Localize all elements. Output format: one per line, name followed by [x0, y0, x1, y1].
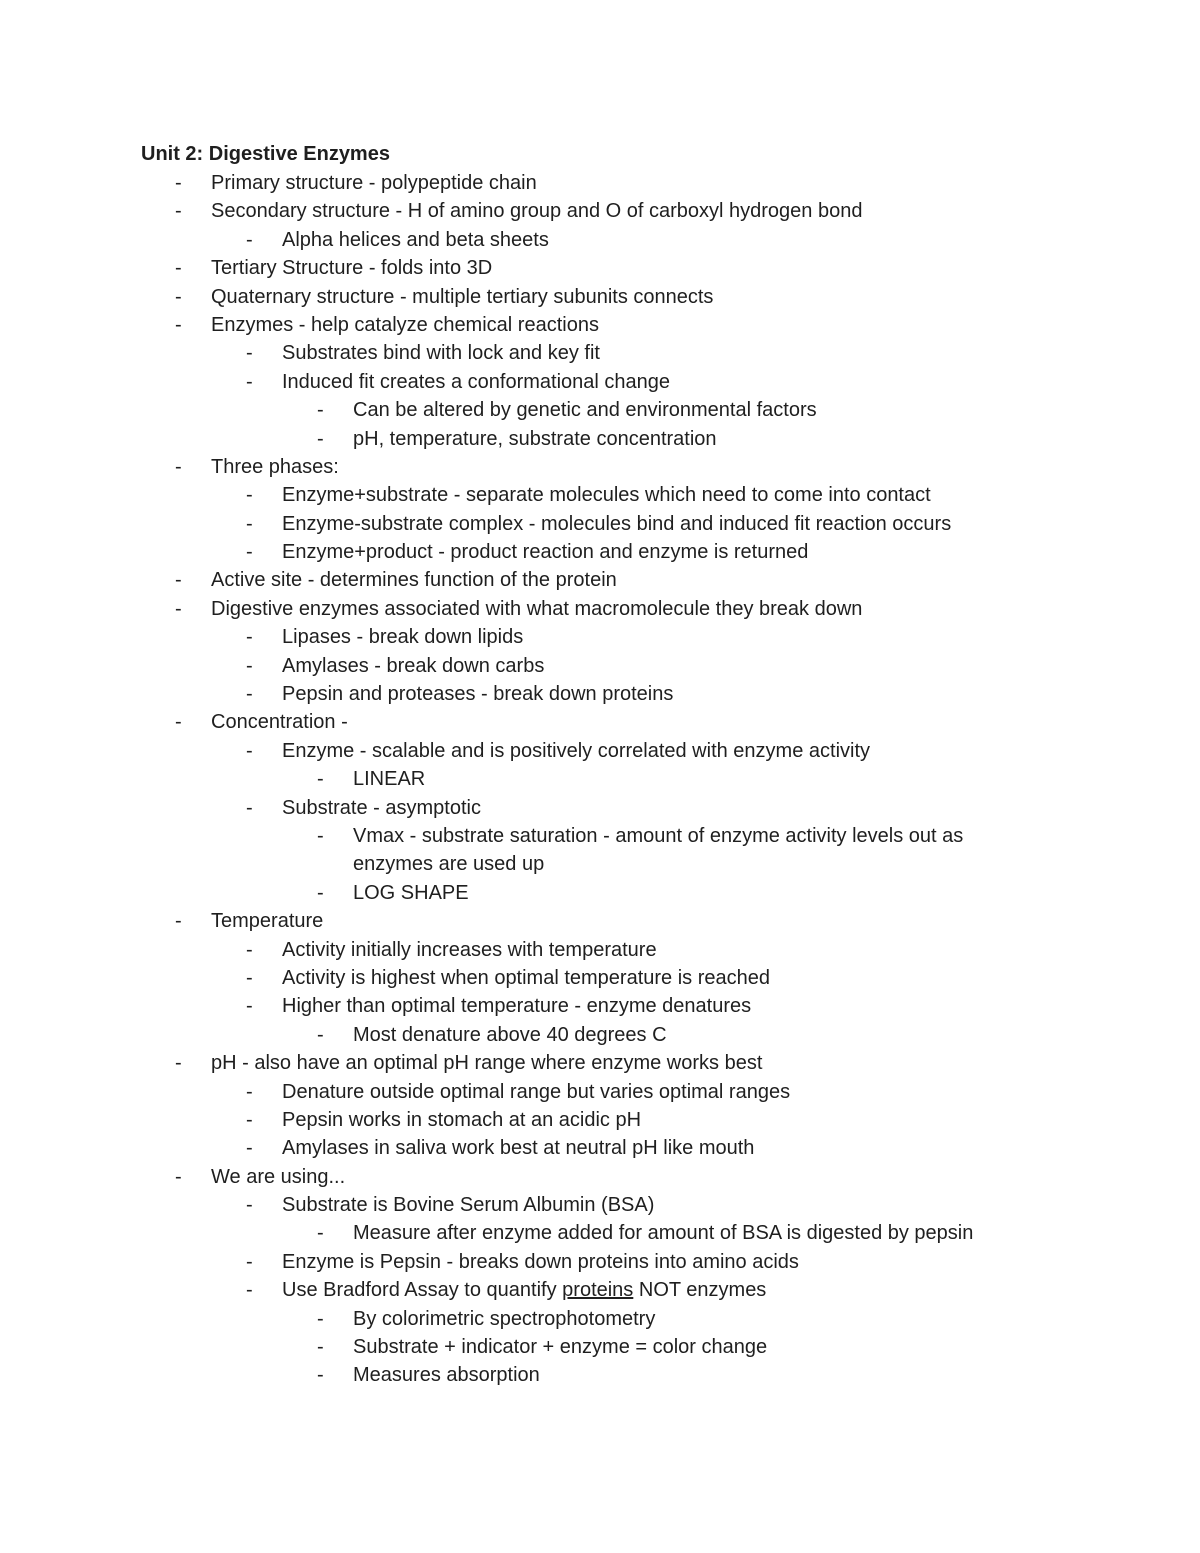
- list-item-text: Measures absorption: [353, 1364, 540, 1387]
- bullet-dash: -: [246, 1108, 253, 1131]
- list-item-text: Substrate is Bovine Serum Albumin (BSA): [282, 1194, 655, 1217]
- list-item-level-1: [0, 283, 1200, 311]
- list-item-level-3: [0, 879, 1200, 907]
- list-item-level-2: [0, 368, 1200, 396]
- list-item-level-3: [0, 396, 1200, 424]
- bullet-dash: -: [175, 569, 182, 592]
- list-item-text: Activity is highest when optimal temperature is reached: [282, 966, 771, 989]
- list-item-level-3: [0, 1219, 1200, 1247]
- list-item-text: Can be altered by genetic and environmental factors: [353, 399, 817, 422]
- list-item-level-2: [0, 652, 1200, 680]
- list-item-text: Lipases - break down lipids: [282, 626, 524, 649]
- list-item-level-2: [0, 737, 1200, 765]
- text-segment: NOT enzymes: [633, 1279, 767, 1302]
- list-item-text: Quaternary structure - multiple tertiary subunits connects: [211, 285, 714, 308]
- page-title: Unit 2: Digestive Enzymes: [141, 143, 390, 165]
- list-item-level-2: [0, 964, 1200, 992]
- bullet-dash: -: [246, 1080, 253, 1103]
- bullet-dash: -: [246, 1194, 253, 1217]
- bullet-list: [0, 169, 1200, 1390]
- bullet-dash: -: [246, 1250, 253, 1273]
- bullet-dash: -: [246, 995, 253, 1018]
- bullet-dash: -: [317, 427, 324, 450]
- list-item-level-2: [0, 992, 1200, 1020]
- bullet-dash: -: [246, 739, 253, 762]
- list-item-level-2: [0, 1078, 1200, 1106]
- list-item-text: Pepsin and proteases - break down proteins: [282, 683, 674, 706]
- list-item-text: Most denature above 40 degrees C: [353, 1023, 667, 1046]
- bullet-dash: -: [175, 313, 182, 336]
- bullet-dash: -: [317, 824, 324, 847]
- bullet-dash: -: [317, 1307, 324, 1330]
- list-item-level-1: [0, 1163, 1200, 1191]
- bullet-dash: -: [317, 1023, 324, 1046]
- list-item-level-2: [0, 936, 1200, 964]
- list-item-text: Substrate - asymptotic: [282, 796, 481, 819]
- list-item-text: Enzymes - help catalyze chemical reactions: [211, 313, 599, 336]
- bullet-dash: -: [246, 1279, 253, 1302]
- list-item-level-3: [0, 1361, 1200, 1389]
- list-item-level-1: [0, 254, 1200, 282]
- bullet-dash: -: [246, 370, 253, 393]
- list-item-text: Amylases in saliva work best at neutral pH like mouth: [282, 1137, 755, 1160]
- list-item-text: Higher than optimal temperature - enzyme denatures: [282, 995, 752, 1018]
- list-item-text: pH, temperature, substrate concentration: [353, 427, 717, 450]
- list-item-level-2: [0, 1134, 1200, 1162]
- bullet-dash: -: [175, 455, 182, 478]
- list-item-text: Temperature: [211, 910, 324, 933]
- list-item-text: LOG SHAPE: [353, 881, 469, 904]
- list-item-continuation: [0, 850, 1200, 878]
- list-item-text: enzymes are used up: [353, 853, 545, 876]
- list-item-level-1: [0, 708, 1200, 736]
- list-item-level-3: [0, 1305, 1200, 1333]
- list-item-text: Denature outside optimal range but varies optimal ranges: [282, 1080, 791, 1103]
- bullet-dash: -: [175, 1052, 182, 1075]
- bullet-dash: -: [175, 172, 182, 194]
- list-item-level-2: [0, 1106, 1200, 1134]
- bullet-dash: -: [246, 228, 253, 251]
- bullet-dash: -: [246, 654, 253, 677]
- bullet-dash: -: [175, 200, 182, 223]
- list-item-text: Digestive enzymes associated with what macromolecule they break down: [211, 597, 863, 620]
- list-item-level-2: [0, 339, 1200, 367]
- bullet-dash: -: [175, 1165, 182, 1188]
- text-segment: Use Bradford Assay to quantify: [282, 1279, 563, 1302]
- list-item-text: Substrates bind with lock and key fit: [282, 342, 600, 365]
- list-item-level-2: [0, 1276, 1200, 1304]
- list-item-text: Substrate + indicator + enzyme = color change: [353, 1336, 768, 1359]
- bullet-dash: -: [246, 1137, 253, 1160]
- bullet-dash: -: [246, 512, 253, 535]
- bullet-dash: -: [246, 938, 253, 961]
- list-item-level-1: [0, 907, 1200, 935]
- list-item-level-1: [0, 566, 1200, 594]
- list-item-level-3: [0, 1021, 1200, 1049]
- list-item-text: Enzyme is Pepsin - breaks down proteins into amino acids: [282, 1250, 799, 1273]
- bullet-dash: -: [317, 1364, 324, 1387]
- bullet-dash: -: [246, 541, 253, 564]
- list-item-level-2: [0, 481, 1200, 509]
- list-item-level-3: [0, 822, 1200, 850]
- list-item-level-2: [0, 226, 1200, 254]
- list-item-text: Amylases - break down carbs: [282, 654, 545, 677]
- list-item-level-1: [0, 1049, 1200, 1077]
- list-item-text: Enzyme+product - product reaction and enzyme is returned: [282, 541, 809, 564]
- list-item-text: Pepsin works in stomach at an acidic pH: [282, 1108, 642, 1131]
- list-item-text: Three phases:: [211, 455, 339, 478]
- bullet-dash: -: [175, 257, 182, 280]
- bullet-dash: -: [246, 626, 253, 649]
- list-item-text: Active site - determines function of the protein: [211, 569, 617, 592]
- list-item-level-2: [0, 538, 1200, 566]
- list-item-level-3: [0, 425, 1200, 453]
- list-item-level-1: [0, 197, 1200, 225]
- bullet-dash: -: [317, 768, 324, 791]
- list-item-level-2: [0, 1248, 1200, 1276]
- list-item-text: [282, 1276, 766, 1304]
- list-item-level-3: [0, 765, 1200, 793]
- list-item-level-1: [0, 595, 1200, 623]
- bullet-dash: -: [175, 597, 182, 620]
- list-item-text: Enzyme+substrate - separate molecules which need to come into contact: [282, 484, 931, 507]
- list-item-level-2: [0, 510, 1200, 538]
- list-item-text: Concentration -: [211, 711, 348, 734]
- bullet-dash: -: [246, 683, 253, 706]
- list-item-text: Enzyme - scalable and is positively correlated with enzyme activity: [282, 739, 871, 762]
- list-item-text: Vmax - substrate saturation - amount of enzyme activity levels out as: [353, 824, 964, 847]
- bullet-dash: -: [175, 910, 182, 933]
- list-item-text: Alpha helices and beta sheets: [282, 228, 549, 251]
- list-item-level-2: [0, 623, 1200, 651]
- list-item-text: Activity initially increases with temperature: [282, 938, 657, 961]
- bullet-dash: -: [317, 399, 324, 422]
- bullet-dash: -: [246, 342, 253, 365]
- underlined-text: proteins: [562, 1279, 634, 1302]
- list-item-level-1: [0, 169, 1200, 197]
- list-item-text: By colorimetric spectrophotometry: [353, 1307, 656, 1330]
- list-item-text: Tertiary Structure - folds into 3D: [211, 257, 493, 280]
- list-item-text: Secondary structure - H of amino group and O of carboxyl hydrogen bond: [211, 200, 863, 223]
- list-item-text: We are using...: [211, 1165, 346, 1188]
- list-item-text: pH - also have an optimal pH range where enzyme works best: [211, 1052, 763, 1075]
- list-item-level-2: [0, 794, 1200, 822]
- list-item-level-1: [0, 311, 1200, 339]
- bullet-dash: -: [317, 1336, 324, 1359]
- bullet-dash: -: [317, 1222, 324, 1245]
- list-item-level-2: [0, 1191, 1200, 1219]
- bullet-dash: -: [246, 966, 253, 989]
- list-item-level-1: [0, 453, 1200, 481]
- list-item-text: Induced fit creates a conformational change: [282, 370, 671, 393]
- bullet-dash: -: [175, 285, 182, 308]
- bullet-dash: -: [246, 796, 253, 819]
- list-item-level-3: [0, 1333, 1200, 1361]
- list-item-text: Enzyme-substrate complex - molecules bind and induced fit reaction occurs: [282, 512, 952, 535]
- bullet-dash: -: [246, 484, 253, 507]
- bullet-dash: -: [317, 881, 324, 904]
- list-item-level-2: [0, 680, 1200, 708]
- list-item-text: LINEAR: [353, 768, 426, 791]
- list-item-text: Measure after enzyme added for amount of BSA is digested by pepsin: [353, 1222, 974, 1245]
- list-item-text: Primary structure - polypeptide chain: [211, 172, 537, 194]
- bullet-dash: -: [175, 711, 182, 734]
